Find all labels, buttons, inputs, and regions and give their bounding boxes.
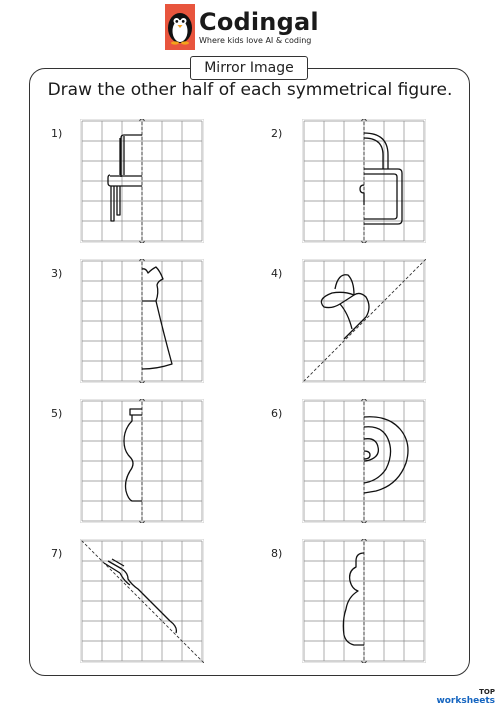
- problem-number: 4): [271, 267, 283, 280]
- problem-number: 5): [51, 407, 63, 420]
- topworksheets-logo: [436, 688, 495, 706]
- bottle-half-icon: [124, 409, 142, 501]
- problem-number: 1): [51, 127, 63, 140]
- symmetry-grid-3: [80, 259, 204, 383]
- penguin-logo-icon: [165, 4, 195, 50]
- worksheet-instructions: Draw the other half of each symmetrical figure.: [47, 80, 453, 100]
- problem-number: 3): [51, 267, 63, 280]
- footer-line-2: worksheets: [436, 696, 495, 706]
- symmetry-grid-6: [302, 399, 426, 523]
- padlock-half-icon: [360, 133, 402, 224]
- symmetry-grid-2: [302, 119, 426, 243]
- shell-half-icon: [364, 417, 408, 493]
- problem-number: 6): [271, 407, 283, 420]
- codingal-logo: [165, 4, 317, 50]
- dress-half-icon: [142, 267, 172, 369]
- symmetry-grid-4: [302, 259, 426, 383]
- worksheet-title: Mirror Image: [190, 56, 308, 80]
- brand-name: Codingal: [199, 7, 319, 36]
- problem-number: 7): [51, 547, 63, 560]
- symmetry-grid-1: [80, 119, 204, 243]
- fork-half-icon: [104, 559, 176, 633]
- footer-line-1: TOP: [479, 688, 495, 696]
- problem-number: 2): [271, 127, 283, 140]
- brand-tagline: Where kids love AI & coding: [199, 35, 312, 45]
- bow-half-icon: [321, 275, 369, 339]
- symmetry-grid-7: [80, 539, 204, 663]
- problem-number: 8): [271, 547, 283, 560]
- symmetry-grid-5: [80, 399, 204, 523]
- vase-half-icon: [343, 553, 364, 645]
- chair-half-icon: [108, 135, 142, 221]
- symmetry-grid-8: [302, 539, 426, 663]
